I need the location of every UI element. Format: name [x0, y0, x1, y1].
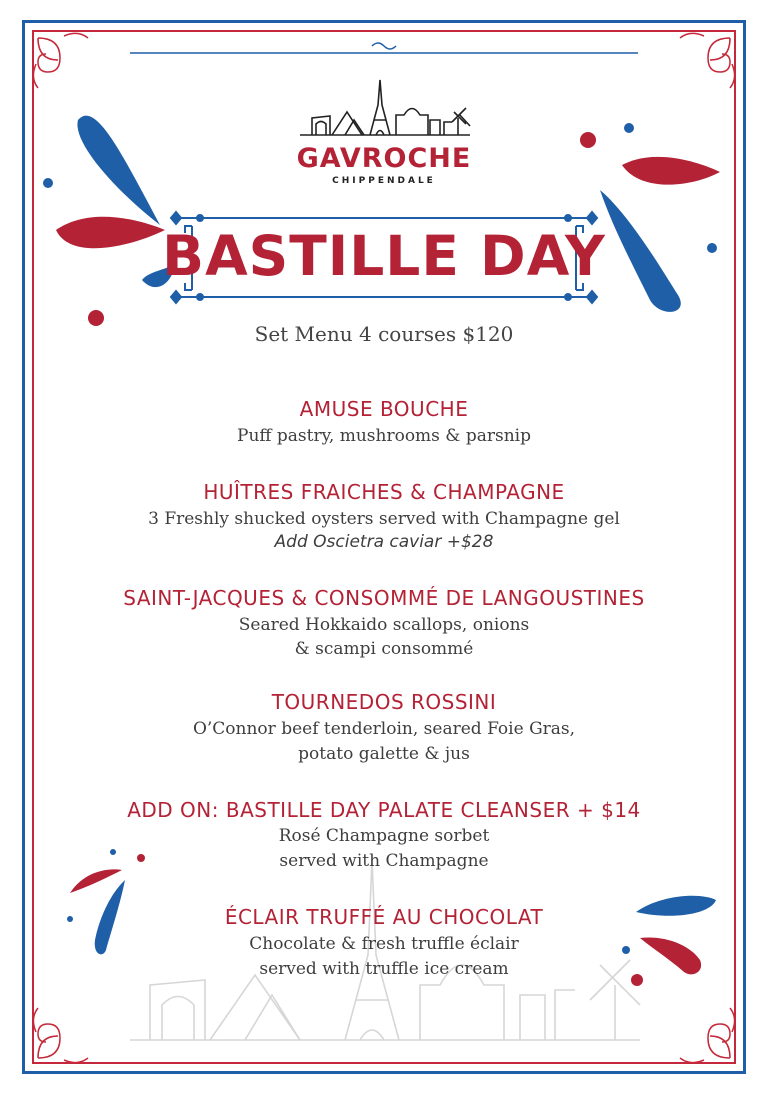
corner-ornament-bottom-left-icon	[33, 1008, 88, 1063]
course-title: ÉCLAIR TRUFFÉ AU CHOCOLAT	[224, 905, 544, 929]
course-description: Chocolate & fresh truffle éclair	[249, 934, 519, 954]
course-description: Seared Hokkaido scallops, onions	[238, 615, 530, 635]
course-description: Puff pastry, mushrooms & parsnip	[237, 426, 531, 446]
course-description: 3 Freshly shucked oysters served with Champagne gel	[148, 509, 620, 529]
course-description: & scampi consommé	[294, 639, 474, 659]
course-description: served with Champagne	[279, 851, 489, 871]
course-title: AMUSE BOUCHE	[299, 397, 469, 421]
top-flourish-icon	[372, 43, 396, 49]
set-menu-price: Set Menu 4 courses $120	[254, 322, 514, 346]
course-addon-note: Add Oscietra caviar +$28	[274, 532, 494, 552]
course-title: TOURNEDOS ROSSINI	[271, 690, 497, 714]
course-title: SAINT-JACQUES & CONSOMMÉ DE LANGOUSTINES	[123, 586, 645, 610]
course-description: O’Connor beef tenderloin, seared Foie Gras,	[192, 719, 576, 739]
corner-ornament-top-left-icon	[33, 33, 88, 88]
course-title: ADD ON: BASTILLE DAY PALATE CLEANSER + $14	[127, 798, 641, 822]
corner-ornament-top-right-icon	[680, 33, 735, 88]
brand-location: CHIPPENDALE	[332, 176, 436, 186]
corner-ornament-bottom-right-icon	[680, 1008, 735, 1063]
brand-name: GAVROCHE	[296, 143, 472, 174]
paris-skyline-logo-icon	[300, 80, 470, 135]
page-title: BASTILLE DAY	[162, 224, 606, 288]
course-description: potato galette & jus	[298, 744, 470, 764]
course-description: served with truffle ice cream	[259, 959, 509, 979]
course-description: Rosé Champagne sorbet	[278, 826, 490, 846]
course-title: HUÎTRES FRAICHES & CHAMPAGNE	[203, 480, 565, 504]
